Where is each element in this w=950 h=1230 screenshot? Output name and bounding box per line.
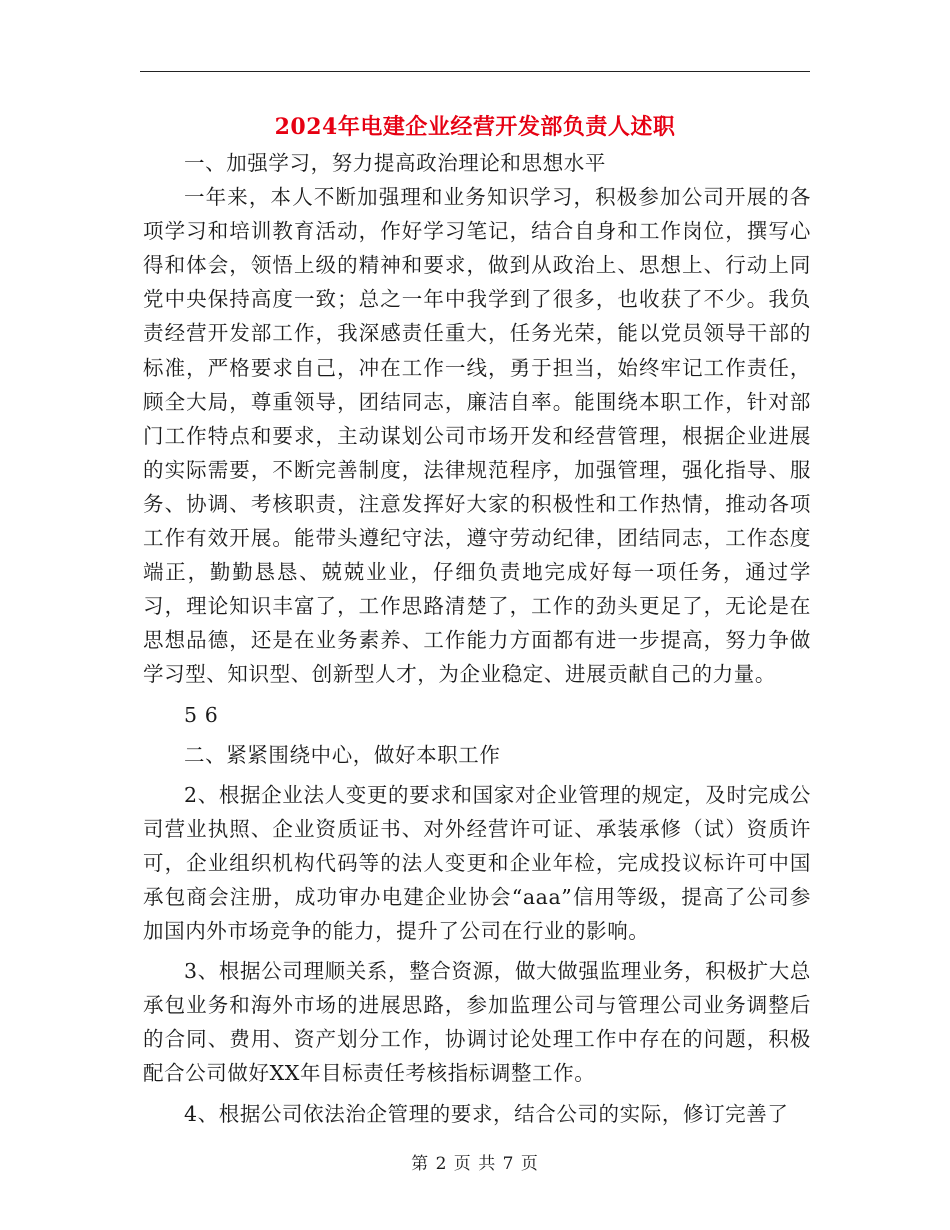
document-title: 2024年电建企业经营开发部负责人述职: [274, 114, 676, 140]
section-heading-1: 一、加强学习，努力提高政治理论和思想水平: [184, 151, 606, 175]
header-rule: [140, 71, 810, 72]
page-footer: 第 2 页 共 7 页: [411, 1154, 539, 1174]
paragraph-study: 一年来，本人不断加强理和业务知识学习，积极参加公司开展的各项学习和培训教育活动，作好学习笔记，结合自身和工作岗位，撰写心得和体会，领悟上级的精神和要求，做到从政治上、思想上、行动上同党中央保持高度一致；总之一年中我学到了很多，也收获了不少。我负责经营开发部工作，我深感责任重大，任务光荣，能以党员领导干部的标准，严格要求自己，冲在工作一线，勇于担当，始终牢记工作责任，顾全大局，尊重领导，团结同志，廉洁自率。能围绕本职工作，针对部门工作特点和要求，主动谋划公司市场开发和经营管理，根据企业进展的实际需要，不断完善制度，法律规范程序，加强管理，强化指导、服务、协调、考核职责，注意发挥好大家的积极性和工作热情，推动各项工作有效开展。能带头遵纪守法，遵守劳动纪律，团结同志，工作态度端正，勤勤恳恳、兢兢业业，仔细负责地完成好每一项任务，通过学习，理论知识丰富了，工作思路清楚了，工作的劲头更足了，无论是在思想品德，还是在业务素养、工作能力方面都有进一步提高，努力争做学习型、知识型、创新型人才，为企业稳定、进展贡献自己的力量。: [143, 185, 811, 687]
paragraph-numbers: 5 6: [184, 702, 219, 727]
section-heading-2: 二、紧紧围绕中心，做好本职工作: [184, 742, 501, 767]
paragraph-item-4: 4、根据公司依法治企管理的要求，结合公司的实际，修订完善了: [184, 1101, 789, 1126]
paragraph-item-2: 2、根据企业法人变更的要求和国家对企业管理的规定，及时完成公司营业执照、企业资质证书、对外经营许可证、承装承修（试）资质许可，企业组织机构代码等的法人变更和企业年检，完成投议标许可中国承包商会注册，成功审办电建企业协会“aaa”信用等级，提高了公司参加国内外市场竞争的能力，提升了公司在行业的影响。: [143, 782, 811, 944]
paragraph-item-3: 3、根据公司理顺关系，整合资源，做大做强监理业务，积极扩大总承包业务和海外市场的进展思路，参加监理公司与管理公司业务调整后的合同、费用、资产划分工作，协调讨论处理工作中存在的问题，积极配合公司做好XX年目标责任考核指标调整工作。: [143, 959, 811, 1086]
document-body: [143, 146, 811, 1131]
